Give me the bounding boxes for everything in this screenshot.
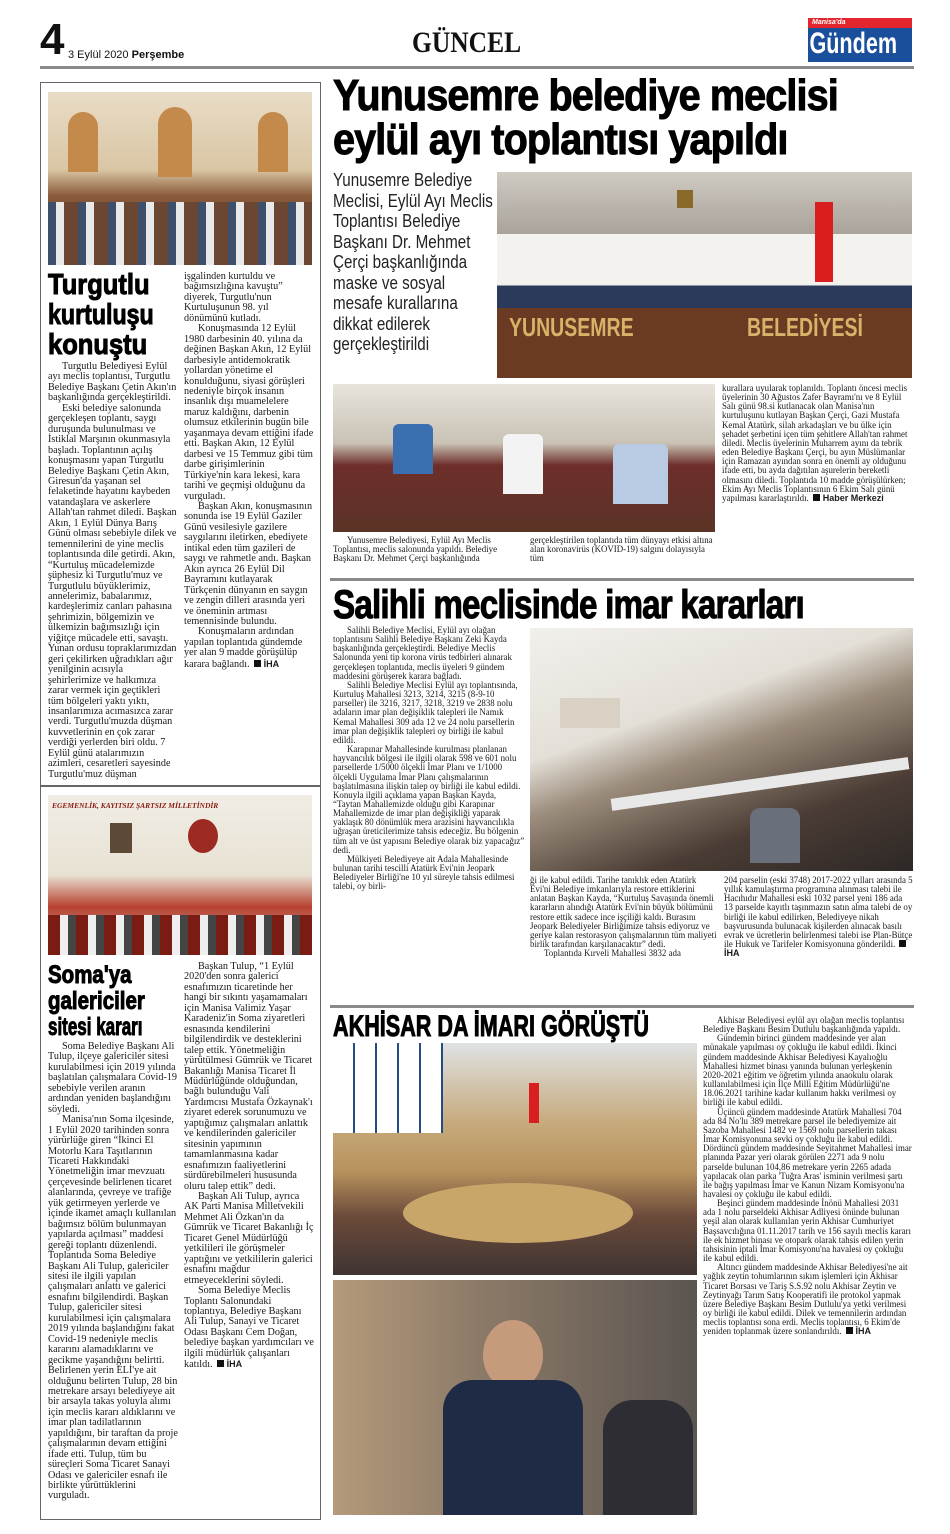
- akhisar-headline: AKHİSAR DA İMARI GÖRÜŞTÜ: [333, 1010, 650, 1043]
- akhisar-article-body: Akhisar Belediyesi eylül ayı olağan meclis toplantısı Belediye Başkanı Besim Dutlulu başkanlığında yapıldı. Gündemin birinci gündem maddesinde yer alan münakale yapılması oy çokluğu ile kabul edildi. İkinci gündem maddesinde Akhisar Belediyesi Kayalıoğlu Mahallesi hizmet binası yanında bulunan yerleşkenin 2020-2021 eğitim ve öğretim yılında anaokulu olarak kullanılabilmesi için İlçe Milli Eğitim Müdürlüğü'ne 18.06.2021 tarihine kadar kullanım hakkı verilmesi oy birliği ile kabul edildi. Üçüncü gündem maddesinde Atatürk Mahallesi 704 ada 84 No'lu 389 metrekare parsel ile belediyemize ait Sazoba Mahallesi 1482 ve 1569 nolu parsellerin takası İmar Komisyonuna sevki oy çokluğu ile kabul edildi. Dördüncü gündem maddesinde Seyitahmet Mahallesi imar planında Pazar yeri olarak görülen 2271 ada 9 nolu parselde bulunan 104,86 metrekare yerin 2265 adada yapılacak olan parka 'Tuğra Aras' isminin verilmesi şartı ile bağış yapılması İmar ve Kanun Nizam Komisyonu'na havalesi oy çokluğu ile kabul edildi. Beşinci gündem maddesinde İnönü Mahallesi 2031 ada 1 nolu parseldeki Akhisar Adliyesi önünde bulunan yeşil alan olarak kullanılan yerin Akhisar Cumhuriyet Başsavcılığına 01.11.2017 tarih ve 156 sayılı meclis kararı ile ek hizmet binası ve otopark olarak tahsis edilen yerin tahsisinin iptali İmar Komisyonu'na havalesi oy çokluğu ile kabul edildi. Altıncı gündem maddesinde Akhisar Belediyesi'ne ait yağlık zeytin tohumlarının sıkım işlemleri için Akhisar Ticaret Borsası ve Tariş S.S.92 nolu Akhisar Zeytin ve Zeytinyağı Tarım Satış Kooperatifi ile protokol yapmak üzere Belediye Başkanı Besim Dutlulu'ya yetki verilmesi oy birliği ile kabul edildi. Dilek ve temennilerin ardından meclis toplantısı sona erdi. Meclis toplantısı, 6 Ekim'de yeniden toplanmak üzere sonlandırıldı. İHA: [703, 1016, 912, 1337]
- page-number: 4: [40, 15, 65, 64]
- yunusemre-lede: Yunusemre Belediye Meclisi, Eylül Ayı Meclis Toplantısı Belediye Başkanı Dr. Mehmet Çerçi başkanlığında maske ve sosyal mesafe kurallarına dikkat edilerek gerçekleştirildi: [333, 169, 493, 354]
- issue-date: [68, 49, 184, 61]
- byline: Haber Merkezi: [822, 492, 884, 503]
- byline: İHA: [263, 658, 280, 669]
- section-title: GÜNCEL: [412, 26, 522, 59]
- weekday: Perşembe: [131, 49, 185, 61]
- byline: İHA: [226, 1359, 243, 1370]
- headline-spacer: [48, 269, 178, 362]
- desk-label-right: BELEDİYESİ: [747, 312, 863, 342]
- byline: İHA: [855, 1326, 872, 1337]
- page-header: [40, 15, 915, 68]
- turgutlu-headline: Turgutlu kurtuluşu konuştu: [48, 269, 154, 361]
- salihli-photo: [530, 628, 913, 871]
- left-divider: [41, 785, 320, 787]
- salihli-headline: Salihli meclisinde imar kararları: [333, 583, 804, 627]
- yunusemre-session-photo: [333, 384, 715, 532]
- salihli-body-col1: Salihli Belediye Meclisi, Eylül ayı olağan toplantısını Salihli Belediye Başkanı Zeki Kayda başkanlığında gerçekleştirdi. Belediye Meclis Salonunda yeni tip korona virüs tedbirleri alınarak gerçekleşen toplantıda, meclis üyeleri 9 gündem maddesini görüşerek karara bağladı. Salihli Belediye Meclisi Eylül ayı toplantısında, Kurtuluş Mahallesi 3213, 3214, 3215 (8-9-10 parseller) ile 3216, 3217, 3218, 3219 ve 2838 nolu adaların imar plan değişiklik talepleri ile Namık Kemal Mahallesi 309 ada 12 ve 24 nolu parsellerin imar plan değişiklik talepleri oy birliği ile kabul edildi. Karapınar Mahallesinde kurulması planlanan hayvancılık bölgesi ile ilgili olarak 598 ve 601 nolu parsellerde 1/5000 ölçekli İmar Planı ve 1/1000 ölçekli Uygulama İmar Planı çalışmalarının başlatılmasına ilişkin talep oy birliği ile kabul edildi. Konuyla ilgili açıklama yapan Başkan Kayda, “Taytan Mahallemizde olduğu gibi Karapınar Mahallemizde de imar plan değişikliği yaparak yaklaşık 80 dönümlük mera arazisini hayvancılıkla uğraşan üreticilerimize tahsis edeceğiz. Bu bölgenin tüm alt ve üst yapısını Belediye olarak biz yapacağız” dedi. Mülkiyeti Belediyeye ait Adala Mahallesinde bulunan tarihi tescilli Atatürk Evi'nin Jeopark Belediyeler Birliği'ne 10 yıl süreyle tahsis edilmesi talebi, oy birli-: [333, 626, 525, 892]
- turgutlu-article-body: Turgutlu Belediyesi Eylül ayı meclis toplantısı, Turgutlu Belediye Başkanı Çetin Akın'ın başkanlığında gerçekleştirildi. Eski belediye salonunda gerçekleşen toplantı, saygı duruşunda bulunulması ve İstiklal Marşının okunmasıyla başladı. Toplantının açılış konuşmasını yapan Turgutlu Belediye Başkanı Çetin Akın, Giresun'da yaşanan sel felaketinde hayatını kaybeden vatandaşlara ve askerlere Allah'tan rahmet diledi. Başkan Akın, 1 Eylül Dünya Barış Günü olması sebebiyle dilek ve temennilerini de yine meclis toplantısında dile getirdi. Akın, “Kurtuluş mücadelemizde şüphesiz ki Turgutlu'muz ve Turgutlulu büyüklerimiz, annelerimiz, babalarımız, kardeşlerimiz canları pahasına şehrimizin, bölgemizin ve ülkemizin bağımsızlığı için yiğitçe mücadele etti, savaştı. Yunan ordusu topraklarımızdan geri çekilirken uğradıkları ağır yenilginin acısıyla şehirlerimize ve halkımıza zarar vermek için geçtikleri tüm bölgeleri yaktı yıktı, insanlarımıza acımasızca zarar verdi. Turgutlu'muzda düşman kuvvetlerinin en çok zarar verdiği yerlerden biri oldu. 7 Eylül günü atalarımızın azimleri, cesaretleri sayesinde Turgutlu'muz düşman işgalinden kurtuldu ve bağımsızlığına kavuştu” diyerek, Turgutlu'nun Kurtuluşunun 98. yıl dönümünü kutladı. Konuşmasında 12 Eylül 1980 darbesinin 40. yılına da değinen Başkan Akın, 12 Eylül darbesiyle antidemokratik yollardan yönetime el konulduğunu, siyasi görüşleri nedeniyle birçok insanın insanlık dışı muamelelere maruz kaldığını, darbenin olumsuz etkilerinin bugün bile yaşanmaya devam ettiğini ifade etti. Başkan Akın, 12 Eylül darbesi ve 15 Temmuz gibi tüm darbe girişimlerinin Türkiye'nin kara lekesi, kara tarihi ve geçmişi olduğunu da vurguladı. Başkan Akın, konuşmasının sonunda ise 19 Eylül Gaziler Günü vesilesiyle gazilere saygılarını iletirken, ebediyete intikal eden tüm gazileri de saygı ve rahmetle andı. Başkan Akın ayrıca 26 Eylül Dil Bayramını kutlayarak Türkçenin dünyanın en saygın ve zengin dilleri arasında yeri ve öneminin artması temennisinde bulundu. Konuşmaların ardından yapılan toplantıda gündemde yer alan 9 madde görüşülüp karara bağlandı. İHA: [48, 272, 314, 780]
- photo-banner: EGEMENLİK, KAYITSIZ ŞARTSIZ MİLLETİNDİR: [52, 801, 219, 810]
- date: 3 Eylül 2020: [68, 49, 129, 61]
- salihli-body-col2: ği ile kabul edildi. Tarihe tanıklık eden Atatürk Evi'ni Belediye imkanlarıyla restore ettiklerini anlatan Başkan Kayda, “Kurtuluş Savaşında önemli kararların alındığı Atatürk Evi'nin büyük bölümünü restore ettik sadece ince işçiliği kaldı. Burasını Jeopark Belediyeler Birliğimize tahsis ediyoruz ve geriye kalan restorasyon çalışmalarının tüm maliyeti birlik tarafından karşılanacaktır” dedi. Toplantıda Kırveli Mahallesi 3832 ada: [530, 876, 717, 959]
- akhisar-mayor-photo: [333, 1280, 697, 1515]
- turgutlu-photo: [48, 92, 312, 265]
- header-rule: [40, 66, 914, 69]
- soma-photo: [48, 795, 312, 955]
- section-rule: [330, 1005, 914, 1008]
- soma-article-body: Soma Belediye Başkanı Ali Tulup, ilçeye galericiler sitesi kurulabilmesi için 2019 yılında başlatılan çalışmalara Covid-19 sebebiyle verilen aranın ardından yeniden başlandığını söyledi. Manisa'nın Soma ilçesinde, 1 Eylül 2020 tarihinden sonra yürürlüğe giren “İkinci El Motorlu Kara Taşıtlarının Ticareti Hakkındaki Yönetmeliğin imar mevzuatı çerçevesinde belirlenen ticaret alanlarında, çevreye ve trafiğe yük getirmeyen yerlerde ve içinde ikamet amaçlı kullanılan bağımsız bölüm bulunmayan yapılarda açılması” maddesi gereği toplantı düzenlendi. Toplantıda Soma Belediye Başkanı Ali Tulup, galericiler sitesi ile ilgili yapılan çalışmaları anlattı ve galerici esnafını bilgilendirdi. Başkan Tulup, galericiler sitesi kurulabilmesi için çalışmalara 2019 yılında başlandığını fakat Covid-19 nedeniyle meclis kararını alamadıklarını ve gecikme yaşandığını belirtti. Belirlenen yerin ELİ'ye ait olduğunu belirten Tulup, 28 bin metrekare arsayı belediyeye ait bir arsayla takas yoluyla alımı için meclis kararı aldıklarını ve imar plan tadilatlarının yapıldığını, bir taraftan da proje çalışmalarının devam ettiğini ifade etti. Tulup, tüm bu süreçleri Soma Ticaret Sanayi Odası ve galericiler esnafı ile birlikte yürüttüklerini vurguladı. Başkan Tulup, “1 Eylül 2020'den sonra galerici esnafımızın ticaretinde her hangi bir sıkıntı yaşamamaları için Manisa Valimiz Yaşar Karadeniz'in Soma ziyaretleri esnasında kendilerini bilgilendirdik ve desteklerini talep ettik. Yönetmeliğin yürütülmesi Gümrük ve Ticaret Bakanlığı Manisa Ticaret İl Müdürlüğünde olduğundan, bağlı bulunduğu Vali Yardımcısı Mustafa Özkaynak'ı ziyaret ederek sorunumuzu ve yaptığımız çalışmaları anlattık ve kendilerinden galericiler sitesinin yapımının tamamlanmasına kadar esnafımızın faaliyetlerini sürdürebilmeleri hususunda oluru talep ettik” dedi. Başkan Ali Tulup, ayrıca AK Parti Manisa Milletvekili Mehmet Ali Özkan'ın da Gümrük ve Ticaret Bakanlığı İç Ticaret Genel Müdürlüğü yetkilileri ile görüşmeler yaptığını ve yetkililerin galerici esnafını mağdur etmeyeceklerini söyledi. Soma Belediye Meclis Toplantı Salonundaki toplantıya, Belediye Başkanı Ali Tulup, Sanayi ve Ticaret Odası Başkanı Cem Doğan, belediye başkan yardımcıları ve ilgili müdürlük çalışanları katıldı. İHA: [48, 962, 314, 1502]
- yunusemre-body-under-photo: Yunusemre Belediyesi, Eylül Ayı Meclis Toplantısı, meclis salonunda yapıldı. Belediye Başkanı Dr. Mehmet Çerçi başkanlığında gerçekleştirilen toplantıda tüm dünyayı etkisi altına alan koronavirüs (KOVID-19) salgını dolayısıyla tüm: [333, 536, 713, 564]
- yunusemre-headline: Yunusemre belediye meclisi eylül ayı toplantısı yapıldı: [333, 71, 838, 164]
- soma-headline: Soma'ya galericiler sitesi kararı: [48, 962, 178, 1040]
- section-rule: [330, 578, 914, 581]
- newspaper-logo: [808, 18, 912, 62]
- yunusemre-body-right: kurallara uyularak toplanıldı. Toplantı öncesi meclis üyelerinin 30 Ağustos Zafer Bayramı'nı ve 8 Eylül Salı günü 98.si kutlanacak olan Manisa'nın kurtuluşunu kutlayan Başkan Çerçi, Gazi Mustafa Kemal Atatürk, silah arkadaşları ve bu ülke için şehadet şerbetini içen tüm şehitlere Allah'tan rahmet diledi. Meclis üyelerinin Muharrem ayını da tebrik eden Belediye Başkanı Çerçi, bu ayın Müslümanlar için Ramazan ayından sonra en önemli ay olduğunu ifade etti, bu ayda dağıtılan aşurelerin bereketli olmasını diledi. Toplantıda 10 madde görüşülürken; Ekim Ayı Meclis Toplantısının 6 Ekim Salı günü yapılması kararlaştırıldı. Haber Merkezi: [722, 384, 908, 503]
- akhisar-council-photo: [333, 1043, 697, 1275]
- logo-text: Gündem: [809, 27, 898, 60]
- salihli-body-col3: 204 parselin (eski 3748) 2017-2022 yılları arasında 5 yıllık kamulaştırma programına alınması talebi ile Hacıhıdır Mahallesi eski 1032 parsel yeni 186 ada 13 parselde kayıtlı taşınmazın satın alma talebi de oy birliği ile kabul edilirken, Belediyeye nikah başvurusunda bulunacak kişilerden alınacak basılı evrak ve ücretlerin belirlenmesi talebi ise Plan-Bütçe ile Hukuk ve Tarifeler Komisyonuna gönderildi.İHA: [724, 876, 913, 959]
- desk-label-left: YUNUSEMRE: [509, 312, 634, 342]
- logo-top-band: Manisa'da: [808, 18, 912, 28]
- byline: İHA: [724, 948, 740, 959]
- yunusemre-photo: [497, 172, 912, 378]
